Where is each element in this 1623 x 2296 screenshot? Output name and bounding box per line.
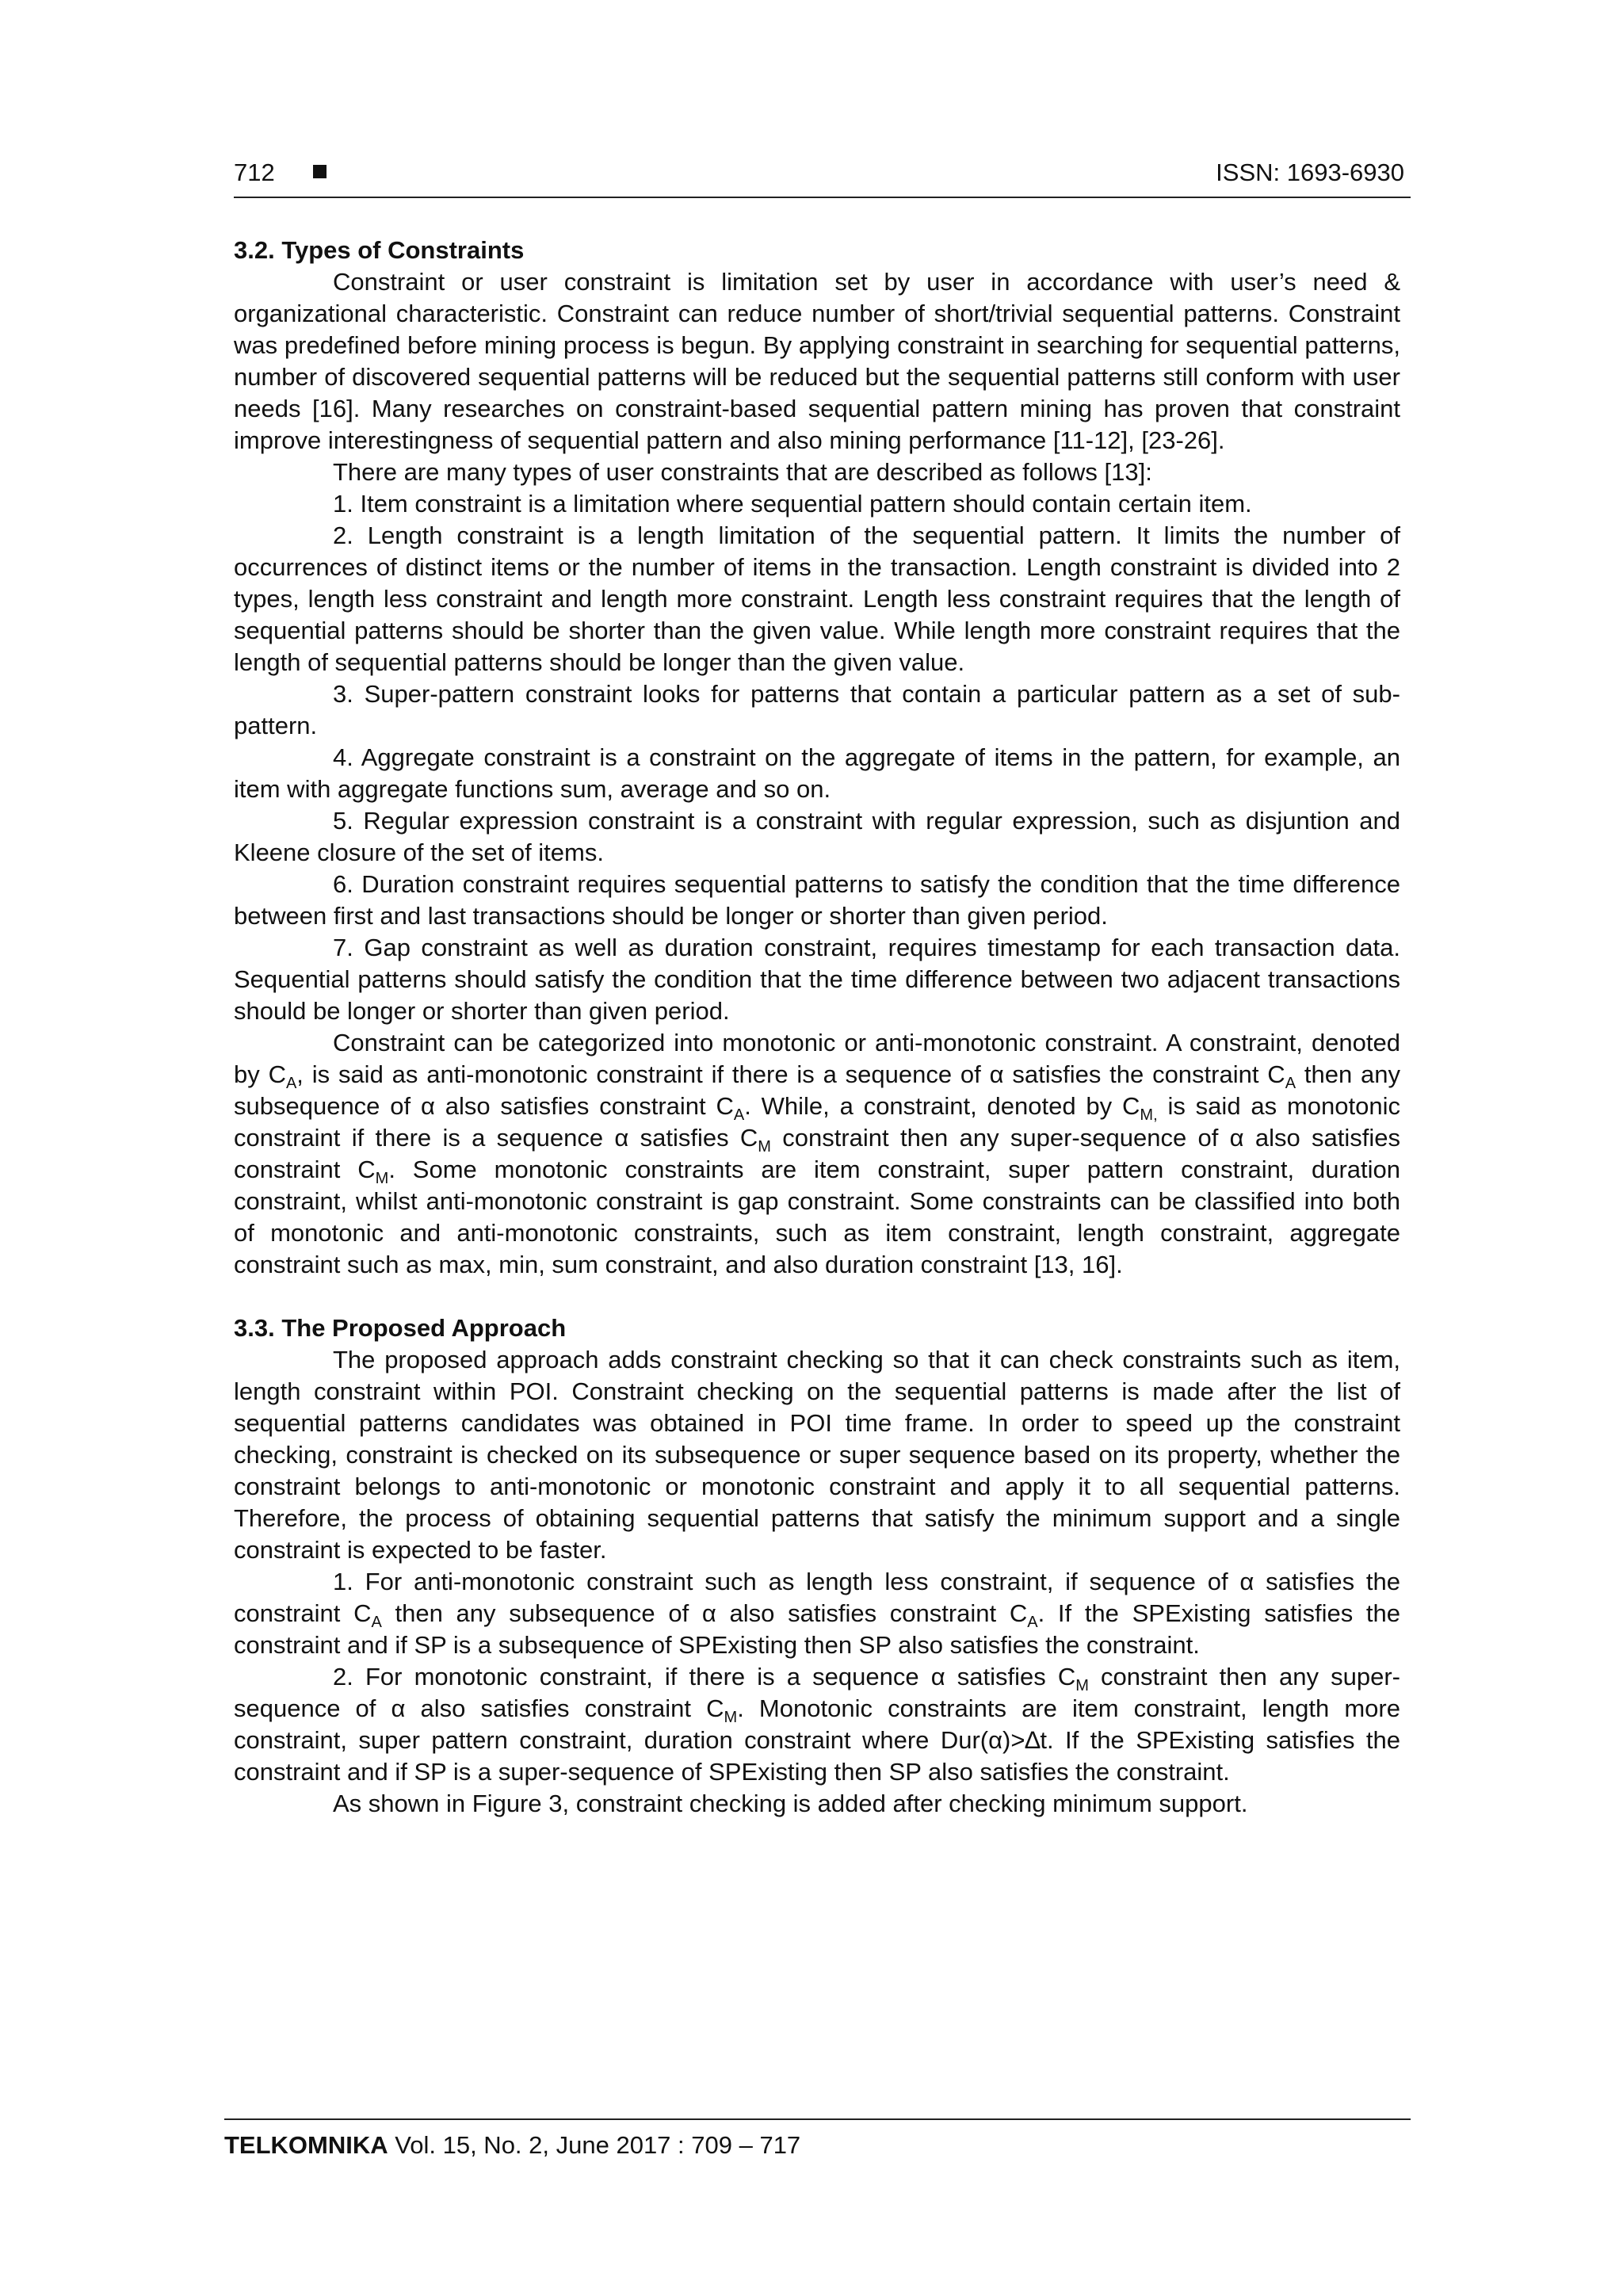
paragraph-figure-reference: As shown in Figure 3, constraint checking is added after checking minimum support. bbox=[333, 1790, 1248, 1817]
paragraph-monotonic-constraints: Constraint can be categorized into monotonic or anti-monotonic constraint. A constraint, denoted by $C_A$, is said as anti-monotonic constraint if there is a sequence of α satisfies the constraint $C_A$ then any subsequence of α also satisfies constraint $C_A$. While, a constraint, denoted by $C_{M,}$ is said as monotonic constraint if there is a sequence α satisfies $C_M$ constraint then any super-sequence of α also satisfies constraint $C_M$. Some monotonic constraints are item constraint, super pattern constraint, duration constraint, whilst anti-monotonic constraint is gap constraint. Some constraints can be classified into both of monotonic and anti-monotonic constraints, such as item constraint, length constraint, aggregate constraint such as max, min, sum constraint, and also duration constraint [13, 16]. bbox=[234, 1029, 1400, 1278]
paragraph-proposed-approach: The proposed approach adds constraint checking so that it can check constraints such as item, length constraint within POI. Constraint checking on the sequential patterns is made after the list of sequential patterns candidates was obtained in POI time frame. In order to speed up the constraint checking, constraint is checked on its subsequence or super sequence based on its property, whether the constraint belongs to anti-monotonic or monotonic constraint and apply it to all sequential patterns. Therefore, the process of obtaining sequential patterns that satisfy the minimum support and a single constraint is expected to be faster. bbox=[234, 1346, 1400, 1564]
list-item-anti-monotonic: 1. For anti-monotonic constraint such as length less constraint, if sequence of α satisfies the constraint $C_A$ then any subsequence of α also satisfies constraint $C_A$. If the SPExisting satisfies the constraint and if SP is a subsequence of SPExisting then SP also satisfies the constraint. bbox=[234, 1568, 1400, 1659]
list-item-item-constraint: 1. Item constraint is a limitation where sequential pattern should contain certain item. bbox=[333, 490, 1252, 518]
list-item-super-pattern-constraint: 3. Super-pattern constraint looks for patterns that contain a particular pattern as a set of sub-pattern. bbox=[234, 680, 1400, 739]
page-header bbox=[234, 155, 1411, 198]
list-item-aggregate-constraint: 4. Aggregate constraint is a constraint on the aggregate of items in the pattern, for example, an item with aggregate functions sum, average and so on. bbox=[234, 743, 1400, 803]
list-item-length-constraint: 2. Length constraint is a length limitation of the sequential pattern. It limits the number of occurrences of distinct items or the number of items in the transaction. Length constraint is divided into 2 types, length less constraint and length more constraint. Length less constraint requires that the length of sequential patterns should be shorter than the given value. While length more constraint requires that the length of sequential patterns should be longer than the given value. bbox=[234, 521, 1400, 676]
journal-citation: Vol. 15, No. 2, June 2017 : 709 – 717 bbox=[395, 2131, 801, 2159]
list-item-gap-constraint: 7. Gap constraint as well as duration constraint, requires timestamp for each transaction data. Sequential patterns should satisfy the condition that the time difference between two adjacent transactions should be longer or shorter than given period. bbox=[234, 934, 1400, 1025]
paragraph-constraint-definition: Constraint or user constraint is limitation set by user in accordance with user’s need & organizational characteristic. Constraint can reduce number of short/trivial sequential patterns. Constraint was predefined before mining process is begun. By applying constraint in searching for sequential patterns, number of discovered sequential patterns will be reduced but the sequential patterns still conform with user needs [16]. Many researches on constraint-based sequential pattern mining has proven that constraint improve interestingness of sequential pattern and also mining performance [11-12], [23-26]. bbox=[234, 268, 1400, 454]
list-item-regular-expression-constraint: 5. Regular expression constraint is a constraint with regular expression, such as disjuntion and Kleene closure of the set of items. bbox=[234, 807, 1400, 866]
section-heading-types-of-constraints: 3.2. Types of Constraints bbox=[234, 236, 525, 264]
journal-name: TELKOMNIKA bbox=[224, 2131, 388, 2159]
section-heading-proposed-approach: 3.3. The Proposed Approach bbox=[234, 1314, 567, 1342]
page-footer bbox=[224, 2118, 1411, 2160]
page-number: 712 bbox=[234, 159, 275, 186]
list-item-monotonic: 2. For monotonic constraint, if there is a sequence α satisfies $C_M$ constraint then any super-sequence of α also satisfies constraint $C_M$. Monotonic constraints are item constraint, length more constraint, super pattern constraint, duration constraint where Dur(α)>∆t. If the SPExisting satisfies the constraint and if SP is a super-sequence of SPExisting then SP also satisfies the constraint. bbox=[234, 1663, 1400, 1786]
paragraph-types-intro: There are many types of user constraints that are described as follows [13]: bbox=[333, 458, 1152, 486]
article-body bbox=[234, 235, 1400, 1820]
list-item-duration-constraint: 6. Duration constraint requires sequential patterns to satisfy the condition that the time difference between first and last transactions should be longer or shorter than given period. bbox=[234, 870, 1400, 930]
issn-label: ISSN: 1693-6930 bbox=[1216, 159, 1404, 186]
square-bullet-icon bbox=[313, 165, 327, 178]
